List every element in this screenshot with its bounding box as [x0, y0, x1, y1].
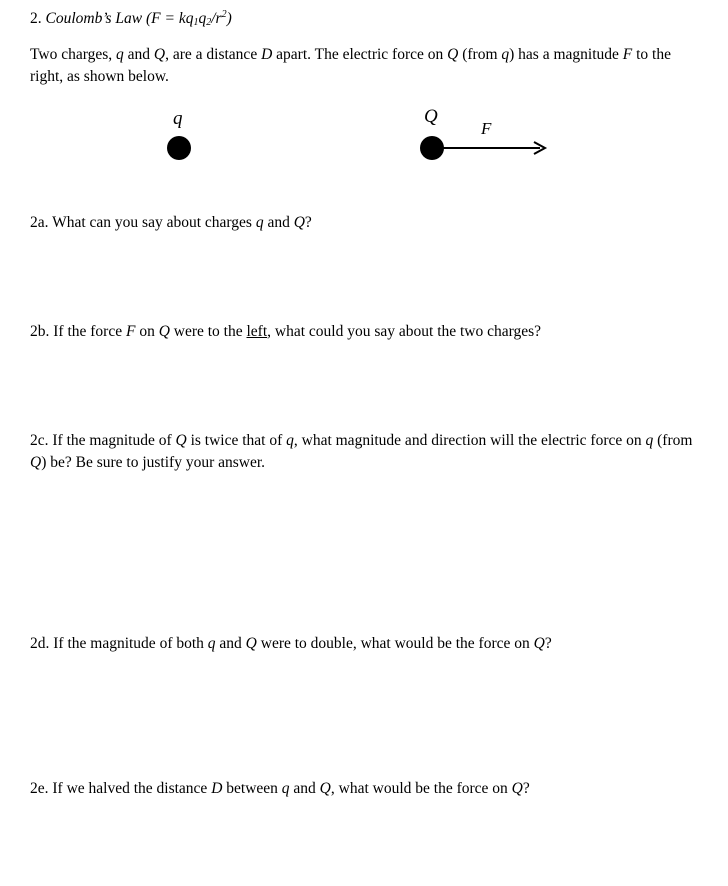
charge-diagram [0, 100, 728, 180]
intro-paragraph: Two charges, q and Q, are a distance D apart. The electric force on Q (from q) has a magnitude F to the right, as shown below. [30, 46, 671, 85]
question-2a: 2a. What can you say about charges q and Q? [30, 214, 312, 231]
question-2b: 2b. If the force F on Q were to the left, what could you say about the two charges? [30, 323, 542, 340]
label-q: q [173, 108, 183, 129]
section-heading: 2. Coulomb’s Law $(F = kq_1q_2/r^2)$ [30, 9, 232, 28]
question-2e: 2e. If we halved the distance D between q and Q, what would be the force on Q? [30, 780, 530, 797]
heading-title: Coulomb’s Law $(F = kq_1q_2/r^2)$ [45, 9, 232, 28]
charge-q [167, 136, 191, 160]
label-Q: Q [424, 106, 438, 127]
question-2c: 2c. If the magnitude of Q is twice that of q, what magnitude and direction will the electric force on q (from Q) be? Be sure to justify your answer. [30, 432, 693, 471]
label-F: F [481, 119, 492, 138]
question-2d: 2d. If the magnitude of both q and Q were to double, what would be the force on Q? [30, 635, 552, 652]
underlined-left: left [246, 323, 268, 340]
